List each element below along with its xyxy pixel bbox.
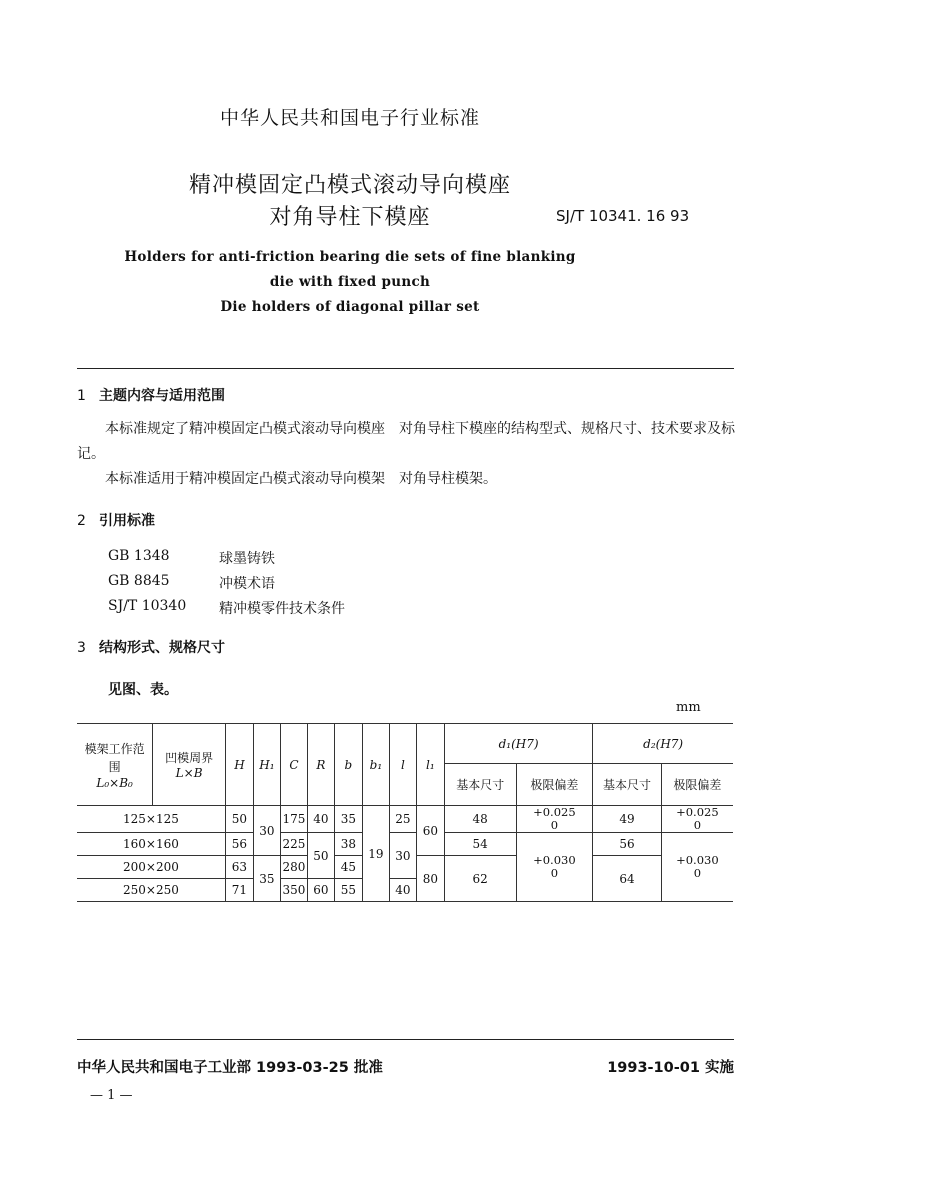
header-l: l [389, 724, 416, 806]
section-1-number: 1 [77, 388, 86, 404]
section-3-heading [77, 637, 225, 657]
ref-code-2: GB 8845 [108, 573, 170, 589]
spec-table [77, 723, 733, 902]
cell-size: 200×200 [77, 856, 225, 879]
effective-date: 1993-10-01 实施 [607, 1060, 734, 1076]
header-rule [77, 368, 734, 369]
cell-R: 40 [307, 806, 334, 833]
header-d2-deviation: 极限偏差 [661, 764, 733, 806]
header-perimeter-symbol: L×B [175, 766, 203, 780]
cell-H: 71 [225, 879, 253, 902]
cell-b1: 19 [362, 806, 389, 902]
header-b1: b₁ [362, 724, 389, 806]
cell-R: 50 [307, 833, 334, 879]
cell-l1: 80 [416, 856, 444, 902]
cell-C: 280 [280, 856, 307, 879]
cell-H: 63 [225, 856, 253, 879]
cell-d2-basic: 49 [593, 806, 662, 833]
header-perimeter-text: 凹模周界 [165, 751, 214, 765]
section-1-para-1: 本标准规定了精冲模固定凸模式滚动导向模座 对角导柱下模座的结构型式、规格尺寸、技术要求及标记。 [77, 421, 735, 462]
english-title-line-2: die with fixed punch [269, 274, 431, 290]
ref-name-3: 精冲模零件技术条件 [219, 601, 345, 617]
table-row [77, 806, 733, 833]
cell-size: 250×250 [77, 879, 225, 902]
cell-C: 175 [280, 806, 307, 833]
header-C: C [280, 724, 307, 806]
cell-b: 35 [334, 806, 362, 833]
section-1-title: 主题内容与适用范围 [99, 388, 225, 404]
header-b: b [334, 724, 362, 806]
cell-d1-deviation: +0.025 0 [516, 806, 593, 833]
section-2-number: 2 [77, 513, 86, 529]
header-H1: H₁ [253, 724, 280, 806]
section-1-heading [77, 385, 225, 405]
header-perimeter [153, 724, 226, 806]
ref-code-3: SJ/T 10340 [108, 598, 187, 614]
section-3-note: 见图、表。 [108, 682, 178, 698]
cell-d1-basic: 54 [444, 833, 516, 856]
page-number: — 1 — [90, 1088, 133, 1103]
cell-b: 45 [334, 856, 362, 879]
standard-number: SJ/T 10341. 16 93 [556, 207, 690, 225]
cell-d1-basic: 62 [444, 856, 516, 902]
approval-text: 中华人民共和国电子工业部 1993-03-25 批准 [77, 1060, 383, 1076]
cell-d1-basic: 48 [444, 806, 516, 833]
header-d1-deviation: 极限偏差 [516, 764, 593, 806]
ref-name-1: 球墨铸铁 [219, 551, 275, 567]
section-3-title: 结构形式、规格尺寸 [99, 640, 225, 656]
ref-name-2: 冲模术语 [219, 576, 275, 592]
standard-body: 中华人民共和国电子行业标准 [219, 107, 480, 129]
section-2-title: 引用标准 [99, 513, 155, 529]
english-title-line-3: Die holders of diagonal pillar set [220, 299, 480, 315]
header-d1: d₁(H7) [444, 724, 592, 764]
cell-l: 40 [389, 879, 416, 902]
table-unit: mm [676, 700, 701, 715]
cell-H: 50 [225, 806, 253, 833]
cell-size: 125×125 [77, 806, 225, 833]
header-d2-basic: 基本尺寸 [593, 764, 662, 806]
cell-l1: 60 [416, 806, 444, 856]
cell-l: 30 [389, 833, 416, 879]
header-H: H [225, 724, 253, 806]
cell-b: 55 [334, 879, 362, 902]
header-range [77, 724, 153, 806]
section-3-number: 3 [77, 640, 86, 656]
header-R: R [307, 724, 334, 806]
header-d2: d₂(H7) [593, 724, 733, 764]
section-2-heading [77, 510, 155, 530]
title-line-2: 对角导柱下模座 [269, 205, 431, 230]
cell-d2-deviation: +0.025 0 [661, 806, 733, 833]
cell-H1: 30 [253, 806, 280, 856]
cell-H1: 35 [253, 856, 280, 902]
header-l1: l₁ [416, 724, 444, 806]
title-line-1: 精冲模固定凸模式滚动导向模座 [188, 173, 511, 198]
english-title-line-1: Holders for anti-friction bearing die sets of fine blanking [124, 249, 576, 265]
table-row [77, 833, 733, 856]
header-d1-basic: 基本尺寸 [444, 764, 516, 806]
cell-b: 38 [334, 833, 362, 856]
cell-C: 225 [280, 833, 307, 856]
cell-H: 56 [225, 833, 253, 856]
header-range-text: 模架工作范围 [84, 741, 145, 774]
ref-code-1: GB 1348 [108, 548, 170, 564]
cell-d2-basic: 64 [593, 856, 662, 902]
cell-size: 160×160 [77, 833, 225, 856]
cell-R: 60 [307, 879, 334, 902]
header-range-symbol: L₀×B₀ [96, 775, 133, 790]
cell-d2-basic: 56 [593, 833, 662, 856]
section-1-para-2: 本标准适用于精冲模固定凸模式滚动导向模架 对角导柱模架。 [105, 471, 497, 487]
cell-d2-deviation: +0.030 0 [661, 833, 733, 902]
footer-rule [77, 1039, 734, 1040]
cell-l: 25 [389, 806, 416, 833]
cell-C: 350 [280, 879, 307, 902]
cell-d1-deviation: +0.030 0 [516, 833, 593, 902]
